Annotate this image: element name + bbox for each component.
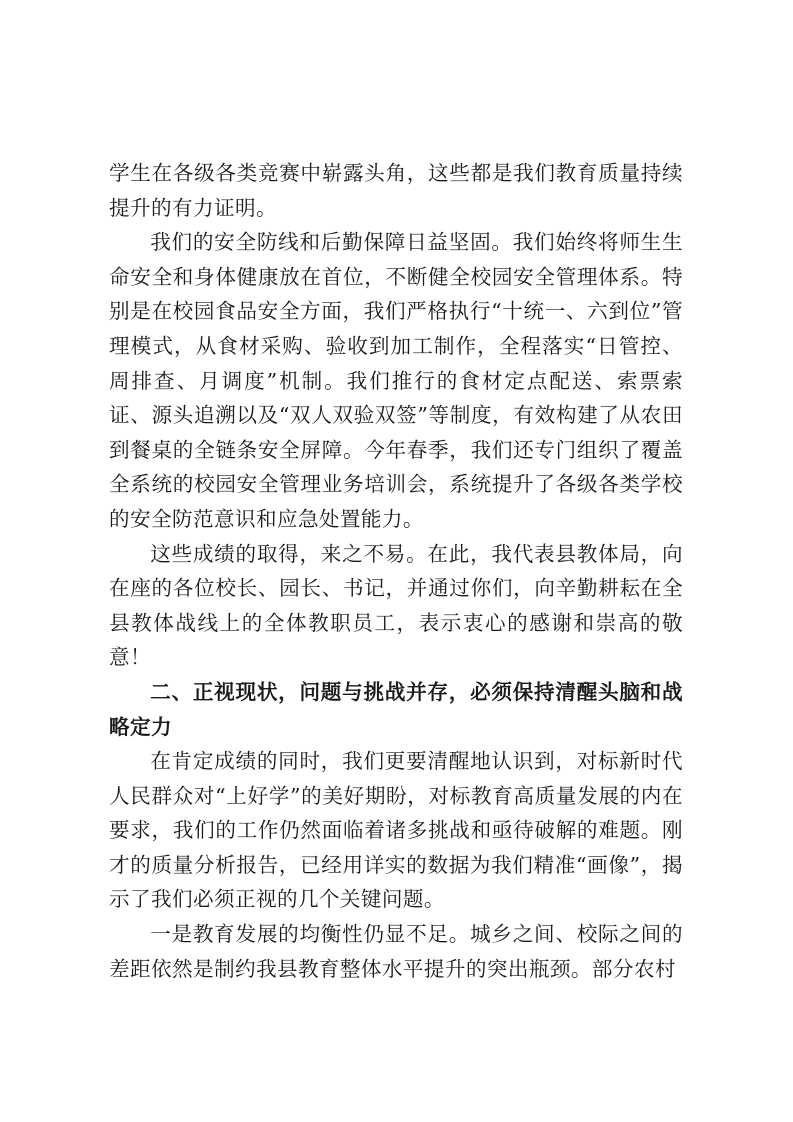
section-heading-2: 二、正视现状，问题与挑战并存，必须保持清醒头脑和战略定力 xyxy=(109,679,683,739)
paragraph-continuation: 学生在各级各类竞赛中崭露头角，这些都是我们教育质量持续提升的有力证明。 xyxy=(109,161,683,220)
paragraph-thanks: 这些成绩的取得，来之不易。在此，我代表县教体局，向在座的各位校长、园长、书记，并通过你们，向辛勤耕耘在全县教体战线上的全体教职员工，表示衷心的感谢和崇高的敬意！ xyxy=(109,541,683,670)
paragraph-safety-logistics: 我们的安全防线和后勤保障日益坚固。我们始终将师生生命安全和身体健康放在首位，不断健全校园安全管理体系。特别是在校园食品安全方面，我们严格执行“十统一、六到位”管理模式，从食材采购、验收到加工制作，全程落实“日管控、周排查、月调度”机制。我们推行的食材定点配送、索票索证、源头追溯以及“双人双验双签”等制度，有效构建了从农田到餐桌的全链条安全屏障。今年春季，我们还专门组织了覆盖全系统的校园安全管理业务培训会，系统提升了各级各类学校的安全防范意识和应急处置能力。 xyxy=(109,230,683,531)
paragraph-balance-issue: 一是教育发展的均衡性仍显不足。城乡之间、校际之间的差距依然是制约我县教育整体水平提升的突出瓶颈。部分农村 xyxy=(109,922,683,981)
paragraph-challenges: 在肯定成绩的同时，我们更要清醒地认识到，对标新时代人民群众对“上好学”的美好期盼，对标教育高质量发展的内在要求，我们的工作仍然面临着诸多挑战和亟待破解的难题。刚才的质量分析报告，已经用详实的数据为我们精准“画像”，揭示了我们必须正视的几个关键问题。 xyxy=(109,749,683,912)
